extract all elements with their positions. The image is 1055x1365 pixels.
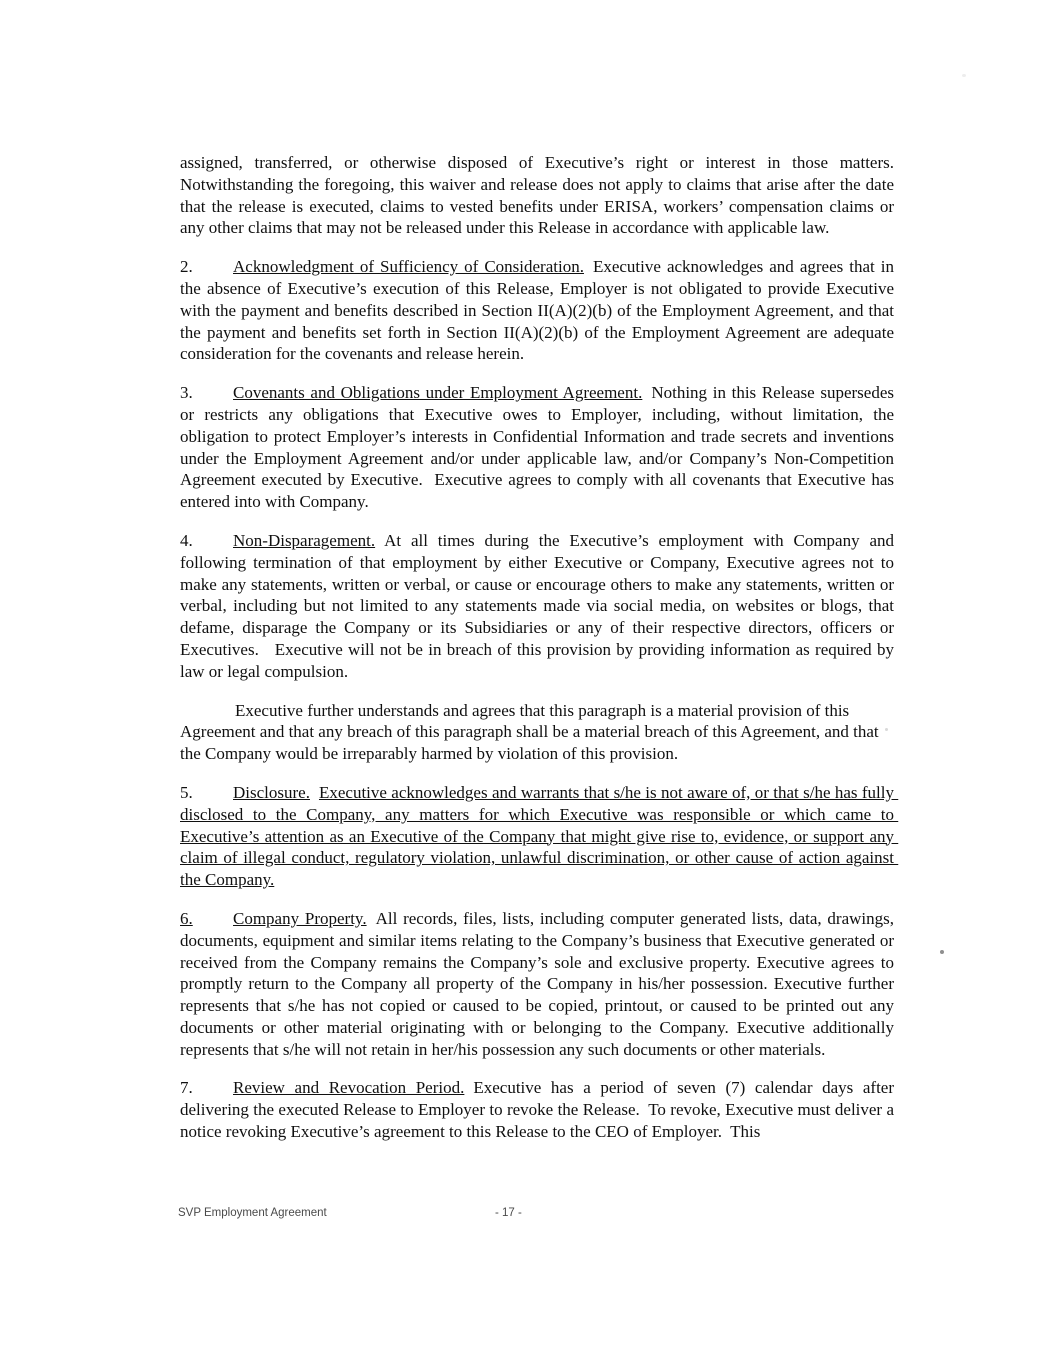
paragraph-number: 7. bbox=[180, 1078, 193, 1098]
scan-speck bbox=[885, 728, 888, 731]
paragraph-body: Executive acknowledges and warrants that s/he is not aware of, or that s/he has fully disclosed to the Company, any matters for which Executive was responsible or which came to Executive’s attention as an Executive of the Company that might give rise to, evidence, or support any claim of illegal conduct, regulatory violation, unlawful discrimination, or other cause of action against the Company. bbox=[180, 782, 899, 890]
paragraph-body: assigned, transferred, or otherwise disposed of Executive’s right or interest in those matters. Notwithstanding the foregoing, this waiver and release does not apply to claims that arise after the date that the release is executed, claims to vested benefits under ERISA, workers’ compensation claims or any other claims that may not be released under this Release in accordance with applicable law. bbox=[180, 153, 899, 238]
paragraph-3-covenants bbox=[180, 382, 899, 513]
paragraph-body: Executive has a period of seven (7) calendar days after delivering the executed Release to Employer to revoke the Release. To revoke, Executive must deliver a notice revoking Executive’s agreement to this Release to the CEO of Employer. This bbox=[180, 1078, 899, 1142]
paragraph-heading: Review and Revocation Period. bbox=[233, 1078, 465, 1098]
paragraph-body: Nothing in this Release supersedes or restricts any obligations that Executive owes to Employer, including, without limitation, the obligation to protect Employer’s interests in Confidential Information and trade secrets and inventions under the Employment Agreement and/or under applicable law, and/or Company’s Non-Competition Agreement executed by Executive. Executive agrees to comply with all covenants that Executive has entered into with Company. bbox=[180, 383, 899, 512]
paragraph-number: 5. bbox=[180, 782, 193, 802]
paragraph-number: 3. bbox=[180, 383, 193, 403]
paragraph-body: All records, files, lists, including computer generated lists, data, drawings, documents, equipment and similar items relating to the Company’s business that Executive generated or received from the Company remains the Company’s sole and exclusive property. Executive agrees to promptly return to the Company all property of the Company in his/her possession. Executive further represents that s/he has not copied or caused to be copied, printout, or caused to be printed out any documents or other material originating with or belonging to the Company. Executive additionally represents that s/he will not retain in her/his possession any such documents or other materials. bbox=[180, 908, 899, 1059]
paragraph-heading: Acknowledgment of Sufficiency of Consideration. bbox=[233, 257, 584, 277]
paragraph-continuation-top bbox=[180, 152, 899, 239]
scan-speck bbox=[940, 950, 944, 954]
paragraph-4-continuation bbox=[180, 700, 894, 765]
footer-document-title: SVP Employment Agreement bbox=[178, 1207, 327, 1219]
paragraph-body: Executive further understands and agrees that this paragraph is a material provision of this Agreement and that any breach of this paragraph shall be a material breach of this Agreement, and that the Company would be irreparably harmed by violation of this provision. bbox=[180, 700, 879, 764]
paragraph-4-non-disparagement bbox=[180, 530, 899, 683]
paragraph-body: Executive acknowledges and agrees that in the absence of Executive’s execution of this Release, Employer is not obligated to provide Executive with the payment and benefits described in Section II(A)(2)(b) of the Employment Agreement, and that the payment and benefits set forth in Section II(A)(2)(b) of the Employment Agreement are adequate consideration for the covenants and release herein. bbox=[180, 257, 899, 364]
paragraph-heading: Disclosure. bbox=[233, 782, 310, 802]
paragraph-2-acknowledgment bbox=[180, 256, 899, 365]
paragraph-body: At all times during the Executive’s employment with Company and following termination of that employment by either Executive or Company, Executive agrees not to make any statements, written or verbal, or cause or encourage others to make any statements, written or verbal, including but not limited to any statements made via social media, on websites or blogs, that defame, disparage the Company or its Subsidiaries or any of their respective directors, officers or Executives. Executive will not be in breach of this provision by providing information as required by law or legal compulsion. bbox=[180, 530, 899, 681]
paragraph-heading: Non-Disparagement. bbox=[233, 530, 376, 550]
paragraph-number: 6. bbox=[180, 908, 193, 928]
paragraph-heading: Covenants and Obligations under Employment Agreement. bbox=[233, 383, 643, 403]
footer-page-number: - 17 - bbox=[495, 1207, 522, 1219]
scan-speck bbox=[962, 74, 966, 77]
paragraph-heading: Company Property. bbox=[233, 908, 367, 928]
paragraph-7-review-revocation bbox=[180, 1077, 899, 1142]
paragraph-5-disclosure bbox=[180, 782, 899, 891]
paragraph-number: 2. bbox=[180, 257, 193, 277]
paragraph-6-company-property bbox=[180, 908, 899, 1061]
paragraph-number: 4. bbox=[180, 530, 193, 550]
document-body bbox=[180, 152, 899, 1143]
